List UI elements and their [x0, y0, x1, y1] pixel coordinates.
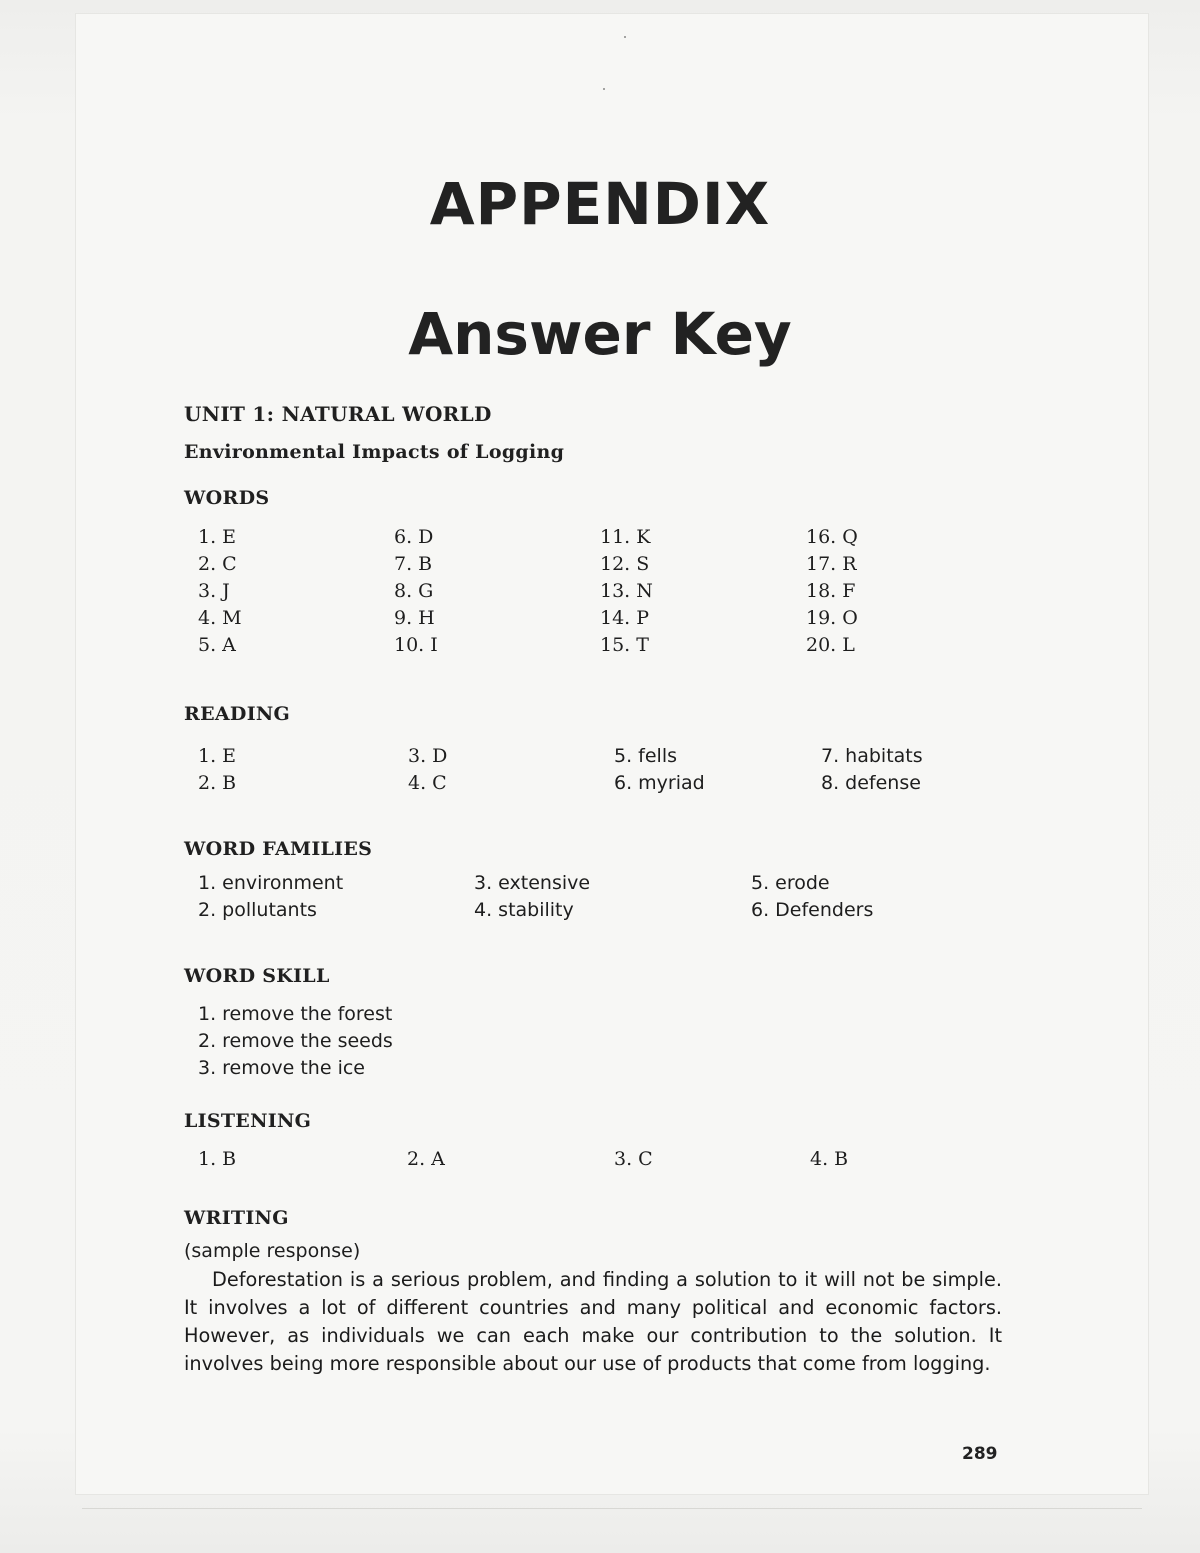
answer: 15. T	[600, 634, 649, 656]
answer: 19. O	[806, 607, 858, 629]
word-families-heading: WORD FAMILIES	[184, 838, 373, 860]
scan-speck	[624, 36, 626, 38]
answer: 2. A	[407, 1148, 445, 1170]
scan-speck	[603, 88, 605, 90]
answer: 12. S	[600, 553, 650, 575]
page-number: 289	[962, 1444, 998, 1464]
answer-key-title: Answer Key	[408, 300, 792, 368]
answer: 2. C	[198, 553, 237, 575]
sample-response-label: (sample response)	[184, 1240, 361, 1262]
answer: 13. N	[600, 580, 653, 602]
answer: 17. R	[806, 553, 857, 575]
word-skill-answers	[198, 1003, 393, 1084]
answer: 5. A	[198, 634, 236, 656]
listening-heading: LISTENING	[184, 1110, 312, 1132]
answer: 8. defense	[821, 772, 921, 794]
answer: 9. H	[394, 607, 435, 629]
answer: 6. myriad	[614, 772, 705, 794]
answer: 2. B	[198, 772, 237, 794]
word-skill-heading: WORD SKILL	[184, 965, 330, 987]
reading-heading: READING	[184, 703, 291, 725]
bottom-rule	[82, 1508, 1142, 1509]
answer: 7. B	[394, 553, 433, 575]
answer: 4. M	[198, 607, 242, 629]
appendix-title: APPENDIX	[429, 170, 771, 238]
lesson-subtitle: Environmental Impacts of Logging	[184, 441, 565, 463]
answer: 1. B	[198, 1148, 237, 1170]
words-heading: WORDS	[184, 487, 270, 509]
answer: 14. P	[600, 607, 650, 629]
answer: 4. B	[810, 1148, 849, 1170]
answer: 5. erode	[751, 872, 830, 894]
answer: 16. Q	[806, 526, 858, 548]
list-item: 3. remove the ice	[198, 1057, 365, 1079]
answer: 3. J	[198, 580, 230, 602]
answer: 18. F	[806, 580, 856, 602]
answer: 6. Defenders	[751, 899, 874, 921]
answer: 11. K	[600, 526, 651, 548]
answer: 6. D	[394, 526, 434, 548]
answer: 8. G	[394, 580, 434, 602]
answer: 20. L	[806, 634, 855, 656]
answer: 3. D	[408, 745, 448, 767]
answer: 1. E	[198, 745, 237, 767]
answer: 2. pollutants	[198, 899, 317, 921]
answer: 10. I	[394, 634, 438, 656]
answer: 3. C	[614, 1148, 653, 1170]
answer: 4. C	[408, 772, 447, 794]
answer: 7. habitats	[821, 745, 923, 767]
answer: 5. fells	[614, 745, 678, 767]
answer: 4. stability	[474, 899, 574, 921]
answer: 3. extensive	[474, 872, 591, 894]
answer: 1. environment	[198, 872, 344, 894]
list-item: 1. remove the forest	[198, 1003, 393, 1025]
list-item: 2. remove the seeds	[198, 1030, 393, 1052]
unit-title: UNIT 1: NATURAL WORLD	[184, 402, 492, 426]
writing-sample-paragraph: Deforestation is a serious problem, and finding a solution to it will not be simple. It involves a lot of different countries and many political and economic factors. However, as individuals we can each make our contribution to the solution. It involves being more responsible about our use of products that come from logging.	[184, 1268, 1002, 1375]
answer: 1. E	[198, 526, 237, 548]
writing-heading: WRITING	[184, 1207, 289, 1229]
